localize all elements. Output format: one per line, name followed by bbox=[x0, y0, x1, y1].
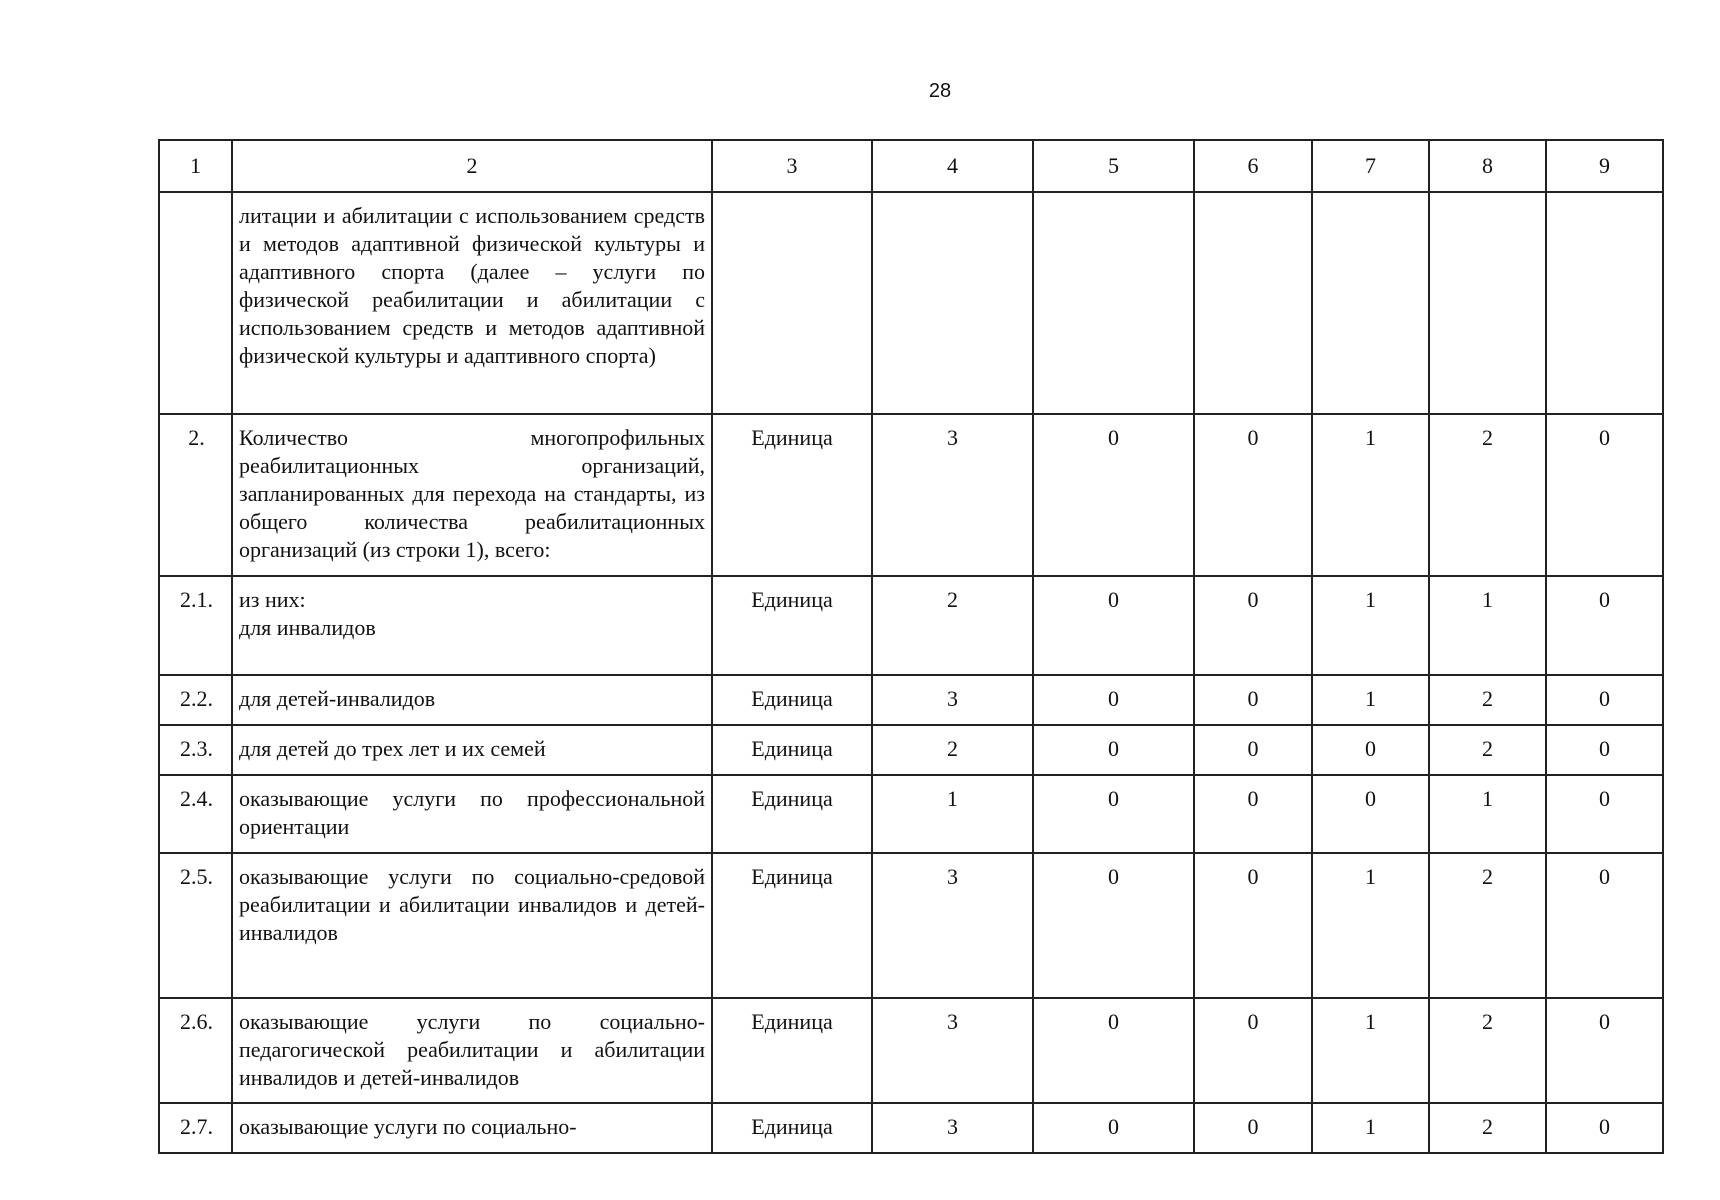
row-description: оказывающие услуги по профессиональной ориентации bbox=[232, 775, 712, 853]
column-header: 4 bbox=[872, 140, 1033, 192]
row-description: оказывающие услуги по социально-средовой реабилитации и абилитации инвалидов и детей-инвалидов bbox=[232, 853, 712, 998]
row-number: 2.4. bbox=[159, 775, 232, 853]
value-cell: 2 bbox=[1429, 675, 1546, 725]
value-cell: 1 bbox=[1312, 414, 1429, 576]
row-number bbox=[159, 192, 232, 414]
table-row bbox=[159, 998, 1663, 1103]
table-row bbox=[159, 675, 1663, 725]
value-cell: 3 bbox=[872, 1103, 1033, 1153]
value-cell: 0 bbox=[1194, 998, 1312, 1103]
row-description: для детей-инвалидов bbox=[232, 675, 712, 725]
value-cell: 2 bbox=[1429, 853, 1546, 998]
value-cell: 1 bbox=[1312, 675, 1429, 725]
value-cell: 1 bbox=[872, 775, 1033, 853]
column-header: 9 bbox=[1546, 140, 1663, 192]
table-row bbox=[159, 853, 1663, 998]
table-row bbox=[159, 192, 1663, 414]
value-cell: 0 bbox=[1546, 675, 1663, 725]
value-cell bbox=[872, 192, 1033, 414]
value-cell: 0 bbox=[1033, 998, 1194, 1103]
value-cell: 1 bbox=[1429, 775, 1546, 853]
value-cell: 1 bbox=[1312, 853, 1429, 998]
table-row bbox=[159, 1103, 1663, 1153]
value-cell: 3 bbox=[872, 675, 1033, 725]
table-row bbox=[159, 725, 1663, 775]
value-cell: 0 bbox=[1546, 725, 1663, 775]
value-cell: 1 bbox=[1312, 998, 1429, 1103]
row-number: 2.3. bbox=[159, 725, 232, 775]
row-description: для детей до трех лет и их семей bbox=[232, 725, 712, 775]
column-header: 3 bbox=[712, 140, 872, 192]
value-cell bbox=[1033, 192, 1194, 414]
column-header: 1 bbox=[159, 140, 232, 192]
value-cell: 1 bbox=[1429, 576, 1546, 675]
unit-cell: Единица bbox=[712, 414, 872, 576]
value-cell: 0 bbox=[1194, 576, 1312, 675]
row-number: 2.1. bbox=[159, 576, 232, 675]
row-number: 2.6. bbox=[159, 998, 232, 1103]
value-cell: 0 bbox=[1033, 414, 1194, 576]
table-row bbox=[159, 775, 1663, 853]
value-cell: 2 bbox=[1429, 1103, 1546, 1153]
unit-cell: Единица bbox=[712, 725, 872, 775]
row-description: оказывающие услуги по социально-педагогической реабилитации и абилитации инвалидов и детей-инвалидов bbox=[232, 998, 712, 1103]
unit-cell: Единица bbox=[712, 576, 872, 675]
row-number: 2.7. bbox=[159, 1103, 232, 1153]
unit-cell: Единица bbox=[712, 1103, 872, 1153]
value-cell: 0 bbox=[1033, 675, 1194, 725]
value-cell: 0 bbox=[1194, 853, 1312, 998]
value-cell bbox=[1546, 192, 1663, 414]
value-cell: 0 bbox=[1546, 576, 1663, 675]
row-description: оказывающие услуги по социально- bbox=[232, 1103, 712, 1153]
value-cell: 1 bbox=[1312, 1103, 1429, 1153]
value-cell bbox=[1312, 192, 1429, 414]
value-cell: 0 bbox=[1194, 675, 1312, 725]
value-cell: 0 bbox=[1546, 998, 1663, 1103]
value-cell: 2 bbox=[872, 725, 1033, 775]
value-cell bbox=[1194, 192, 1312, 414]
row-number: 2.2. bbox=[159, 675, 232, 725]
row-number: 2.5. bbox=[159, 853, 232, 998]
value-cell: 0 bbox=[1194, 414, 1312, 576]
value-cell: 2 bbox=[1429, 998, 1546, 1103]
value-cell: 2 bbox=[1429, 725, 1546, 775]
unit-cell: Единица bbox=[712, 853, 872, 998]
value-cell: 0 bbox=[1312, 725, 1429, 775]
value-cell: 0 bbox=[1194, 725, 1312, 775]
value-cell: 0 bbox=[1194, 775, 1312, 853]
page-number: 28 bbox=[928, 80, 952, 102]
value-cell: 3 bbox=[872, 414, 1033, 576]
table-row bbox=[159, 576, 1663, 675]
column-header: 7 bbox=[1312, 140, 1429, 192]
value-cell: 0 bbox=[1546, 414, 1663, 576]
value-cell: 0 bbox=[1033, 1103, 1194, 1153]
value-cell: 0 bbox=[1546, 775, 1663, 853]
column-header: 6 bbox=[1194, 140, 1312, 192]
value-cell: 0 bbox=[1033, 775, 1194, 853]
value-cell: 3 bbox=[872, 998, 1033, 1103]
row-number: 2. bbox=[159, 414, 232, 576]
value-cell: 0 bbox=[1194, 1103, 1312, 1153]
value-cell: 0 bbox=[1312, 775, 1429, 853]
table-header-row bbox=[159, 140, 1663, 192]
value-cell: 3 bbox=[872, 853, 1033, 998]
column-header: 2 bbox=[232, 140, 712, 192]
row-description: из них: для инвалидов bbox=[232, 576, 712, 675]
value-cell: 0 bbox=[1033, 853, 1194, 998]
column-header: 5 bbox=[1033, 140, 1194, 192]
value-cell: 1 bbox=[1312, 576, 1429, 675]
value-cell: 0 bbox=[1033, 576, 1194, 675]
unit-cell: Единица bbox=[712, 675, 872, 725]
indicators-table bbox=[158, 139, 1664, 1154]
row-description: литации и абилитации с использованием средств и методов адаптивной физической культуры и адаптивного спорта (далее – услуги по физической реабилитации и абилитации с использованием средств и методов адаптивной физической культуры и адаптивного спорта) bbox=[232, 192, 712, 414]
row-description: Количество многопрофильных реабилитационных организаций, запланированных для перехода на стандарты, из общего количества реабилитационных организаций (из строки 1), всего: bbox=[232, 414, 712, 576]
value-cell: 0 bbox=[1546, 1103, 1663, 1153]
value-cell: 2 bbox=[1429, 414, 1546, 576]
unit-cell: Единица bbox=[712, 998, 872, 1103]
unit-cell bbox=[712, 192, 872, 414]
column-header: 8 bbox=[1429, 140, 1546, 192]
value-cell bbox=[1429, 192, 1546, 414]
value-cell: 0 bbox=[1546, 853, 1663, 998]
table-row bbox=[159, 414, 1663, 576]
value-cell: 0 bbox=[1033, 725, 1194, 775]
value-cell: 2 bbox=[872, 576, 1033, 675]
unit-cell: Единица bbox=[712, 775, 872, 853]
